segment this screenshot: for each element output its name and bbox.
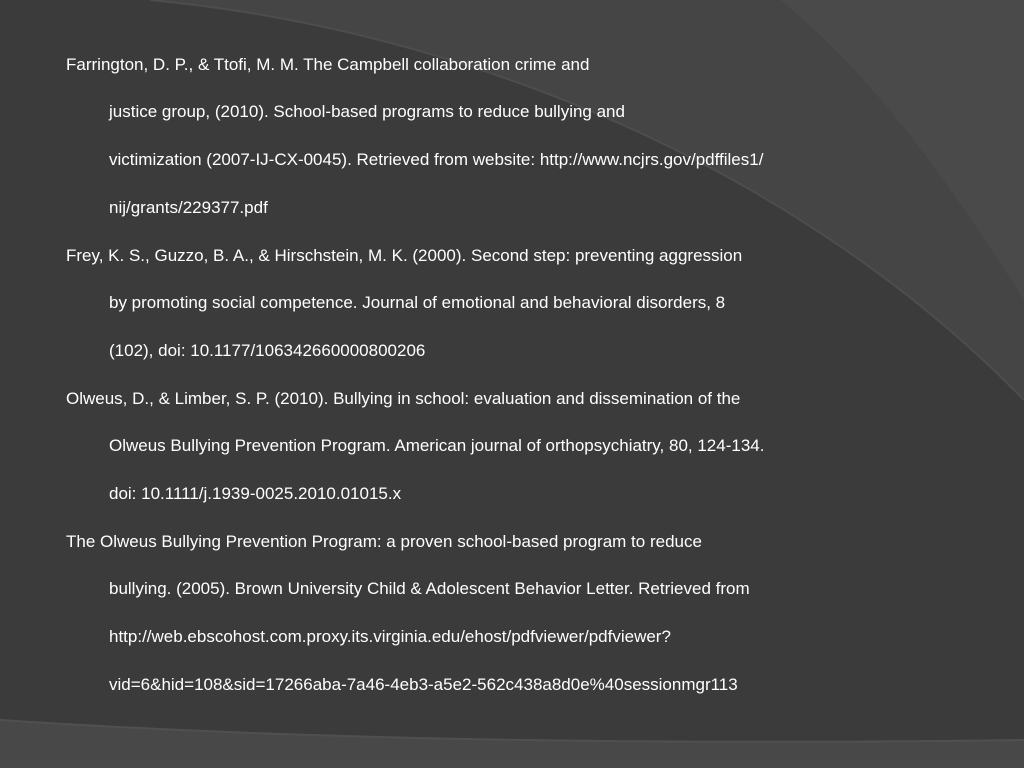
reference-3-line-3: doi: 10.1111/j.1939-0025.2010.01015.x [109, 484, 402, 503]
reference-1-line-2: justice group, (2010). School-based programs to reduce bullying and [109, 102, 625, 121]
reference-4-line-2: bullying. (2005). Brown University Child & Adolescent Behavior Letter. Retrieved from [109, 579, 750, 598]
reference-4-line-3: http://web.ebscohost.com.proxy.its.virginia.edu/ehost/pdfviewer/pdfviewer? [109, 627, 671, 646]
reference-1-line-3: victimization (2007-IJ-CX-0045). Retrieved from website: http://www.ncjrs.gov/pdffiles1/ [109, 150, 764, 169]
reference-2-line-2: by promoting social competence. Journal of emotional and behavioral disorders, 8 [109, 293, 726, 312]
reference-3-line-2: Olweus Bullying Prevention Program. American journal of orthopsychiatry, 80, 124-134. [109, 436, 765, 455]
reference-2-line-1: Frey, K. S., Guzzo, B. A., & Hirschstein, M. K. (2000). Second step: preventing aggression [66, 246, 743, 265]
reference-4-line-1: The Olweus Bullying Prevention Program: a proven school-based program to reduce [66, 532, 702, 551]
reference-4-line-4: vid=6&hid=108&sid=17266aba-7a46-4eb3-a5e2-562c438a8d0e%40sessionmgr113 [109, 675, 738, 694]
reference-1-line-4: nij/grants/229377.pdf [109, 198, 268, 217]
reference-2-line-3: (102), doi: 10.1177/106342660000800206 [109, 341, 426, 360]
reference-3-line-1: Olweus, D., & Limber, S. P. (2010). Bullying in school: evaluation and dissemination of the [66, 389, 741, 408]
reference-1-line-1: Farrington, D. P., & Ttofi, M. M. The Campbell collaboration crime and [66, 55, 590, 74]
